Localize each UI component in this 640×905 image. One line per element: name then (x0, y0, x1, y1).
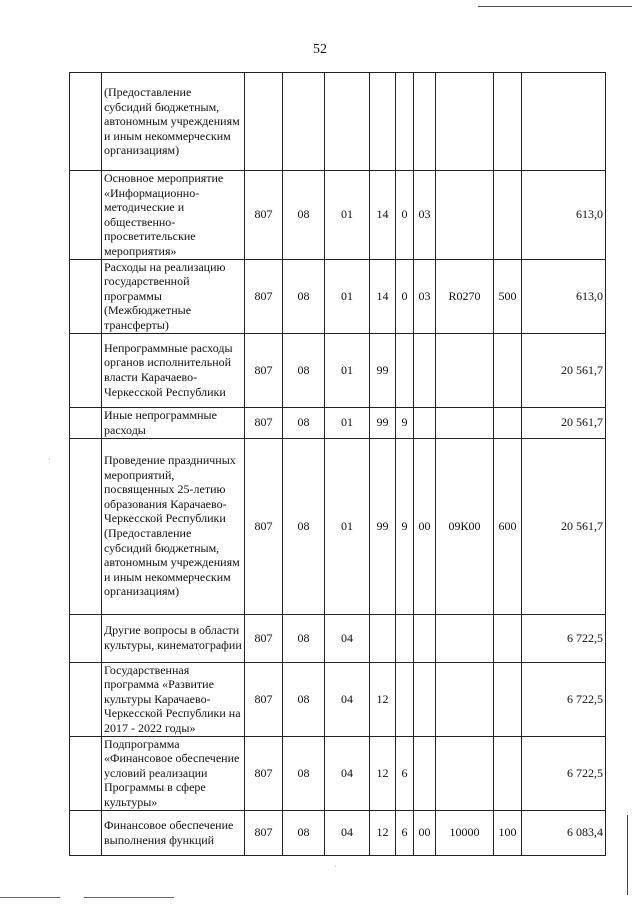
scan-bottom-rule (0, 897, 60, 898)
code-cell-c4: 12 (370, 662, 396, 736)
scan-bottom-rule (84, 897, 174, 898)
blank-cell (70, 407, 102, 438)
amount-cell: 613,0 (522, 259, 606, 333)
table-row (70, 73, 606, 171)
scan-speck: · (334, 862, 337, 871)
code-cell-c6: 00 (414, 438, 436, 614)
code-cell-c6: 03 (414, 259, 436, 333)
scan-speck: · (48, 455, 51, 464)
page-number: 52 (313, 42, 327, 57)
code-cell-c6 (414, 662, 436, 736)
code-cell-c5 (396, 333, 414, 407)
item-name-cell: Основное мероприятие «Информационно-методические и общественно-просветительские мероприятия» (102, 171, 245, 260)
code-cell-c5: 9 (396, 407, 414, 438)
code-cell-c6: 03 (414, 171, 436, 260)
code-cell-c6 (414, 736, 436, 810)
code-cell-c7: 10000 (436, 810, 494, 855)
item-name-cell: Финансовое обеспечение выполнения функций (102, 810, 245, 855)
code-cell-c8 (494, 73, 522, 171)
code-cell-c1: 807 (245, 171, 283, 260)
code-cell-c3: 01 (325, 259, 370, 333)
top-rule (478, 6, 632, 7)
code-cell-c2: 08 (283, 259, 325, 333)
code-cell-c2: 08 (283, 614, 325, 662)
amount-cell: 20 561,7 (522, 407, 606, 438)
code-cell-c4 (370, 73, 396, 171)
blank-cell (70, 259, 102, 333)
code-cell-c2: 08 (283, 333, 325, 407)
item-name-cell: Непрограммные расходы органов исполнительной власти Карачаево-Черкесской Республики (102, 333, 245, 407)
item-name-cell: Государственная программа «Развитие культуры Карачаево-Черкесской Республики на 2017 - 2022 годы» (102, 662, 245, 736)
code-cell-c5: 9 (396, 438, 414, 614)
code-cell-c1: 807 (245, 736, 283, 810)
amount-cell: 20 561,7 (522, 438, 606, 614)
code-cell-c8 (494, 662, 522, 736)
code-cell-c2: 08 (283, 810, 325, 855)
code-cell-c4: 14 (370, 259, 396, 333)
code-cell-c3: 01 (325, 333, 370, 407)
table-row (70, 736, 606, 810)
code-cell-c1: 807 (245, 662, 283, 736)
amount-cell (522, 73, 606, 171)
table-row (70, 438, 606, 614)
amount-cell: 6 722,5 (522, 614, 606, 662)
code-cell-c3: 01 (325, 438, 370, 614)
amount-cell: 6 083,4 (522, 810, 606, 855)
item-name-cell: Проведение праздничных мероприятий, посвященных 25-летию образования Карачаево-Черкесской Республики (Предоставление субсидий бюджетным, автономным учреждениям и иным некоммерческим организациям) (102, 438, 245, 614)
blank-cell (70, 614, 102, 662)
code-cell-c3: 04 (325, 662, 370, 736)
code-cell-c1: 807 (245, 438, 283, 614)
blank-cell (70, 171, 102, 260)
code-cell-c1: 807 (245, 259, 283, 333)
code-cell-c8: 100 (494, 810, 522, 855)
code-cell-c7 (436, 614, 494, 662)
code-cell-c2: 08 (283, 662, 325, 736)
code-cell-c7: R0270 (436, 259, 494, 333)
code-cell-c2: 08 (283, 736, 325, 810)
code-cell-c6: 00 (414, 810, 436, 855)
amount-cell: 613,0 (522, 171, 606, 260)
code-cell-c5: 6 (396, 810, 414, 855)
code-cell-c2: 08 (283, 171, 325, 260)
code-cell-c1: 807 (245, 614, 283, 662)
item-name-cell: Другие вопросы в области культуры, кинематографии (102, 614, 245, 662)
code-cell-c3: 01 (325, 407, 370, 438)
code-cell-c7 (436, 171, 494, 260)
table-row (70, 614, 606, 662)
code-cell-c8 (494, 736, 522, 810)
code-cell-c3: 04 (325, 810, 370, 855)
code-cell-c6 (414, 333, 436, 407)
code-cell-c5 (396, 662, 414, 736)
amount-cell: 6 722,5 (522, 736, 606, 810)
blank-cell (70, 333, 102, 407)
code-cell-c1: 807 (245, 333, 283, 407)
code-cell-c3: 04 (325, 736, 370, 810)
blank-cell (70, 810, 102, 855)
code-cell-c6 (414, 73, 436, 171)
code-cell-c5: 6 (396, 736, 414, 810)
table-row (70, 662, 606, 736)
code-cell-c3 (325, 73, 370, 171)
code-cell-c8 (494, 171, 522, 260)
code-cell-c7: 09К00 (436, 438, 494, 614)
code-cell-c1: 807 (245, 810, 283, 855)
amount-cell: 20 561,7 (522, 333, 606, 407)
code-cell-c2 (283, 73, 325, 171)
code-cell-c7 (436, 407, 494, 438)
code-cell-c4 (370, 614, 396, 662)
code-cell-c5 (396, 614, 414, 662)
item-name-cell: Подпрограмма «Финансовое обеспечение условий реализации Программы в сфере культуры» (102, 736, 245, 810)
blank-cell (70, 438, 102, 614)
code-cell-c8 (494, 333, 522, 407)
table-row (70, 810, 606, 855)
code-cell-c3: 04 (325, 614, 370, 662)
amount-cell: 6 722,5 (522, 662, 606, 736)
blank-cell (70, 736, 102, 810)
code-cell-c1 (245, 73, 283, 171)
code-cell-c1: 807 (245, 407, 283, 438)
code-cell-c4: 99 (370, 333, 396, 407)
code-cell-c4: 14 (370, 171, 396, 260)
code-cell-c6 (414, 407, 436, 438)
code-cell-c7 (436, 736, 494, 810)
code-cell-c8 (494, 614, 522, 662)
code-cell-c2: 08 (283, 438, 325, 614)
code-cell-c6 (414, 614, 436, 662)
code-cell-c5: 0 (396, 171, 414, 260)
code-cell-c4: 12 (370, 810, 396, 855)
code-cell-c2: 08 (283, 407, 325, 438)
code-cell-c5: 0 (396, 259, 414, 333)
item-name-cell: (Предоставление субсидий бюджетным, автономным учреждениям и иным некоммерческим организациям) (102, 73, 245, 171)
budget-table (69, 72, 606, 856)
table-row (70, 259, 606, 333)
code-cell-c4: 99 (370, 407, 396, 438)
item-name-cell: Иные непрограммные расходы (102, 407, 245, 438)
code-cell-c3: 01 (325, 171, 370, 260)
item-name-cell: Расходы на реализацию государственной программы (Межбюджетные трансферты) (102, 259, 245, 333)
code-cell-c8 (494, 407, 522, 438)
code-cell-c5 (396, 73, 414, 171)
scan-edge-line (627, 815, 628, 895)
table-row (70, 333, 606, 407)
blank-cell (70, 73, 102, 171)
code-cell-c4: 99 (370, 438, 396, 614)
table-row (70, 171, 606, 260)
code-cell-c7 (436, 662, 494, 736)
code-cell-c7 (436, 73, 494, 171)
code-cell-c4: 12 (370, 736, 396, 810)
code-cell-c7 (436, 333, 494, 407)
code-cell-c8: 600 (494, 438, 522, 614)
blank-cell (70, 662, 102, 736)
table-row (70, 407, 606, 438)
code-cell-c8: 500 (494, 259, 522, 333)
